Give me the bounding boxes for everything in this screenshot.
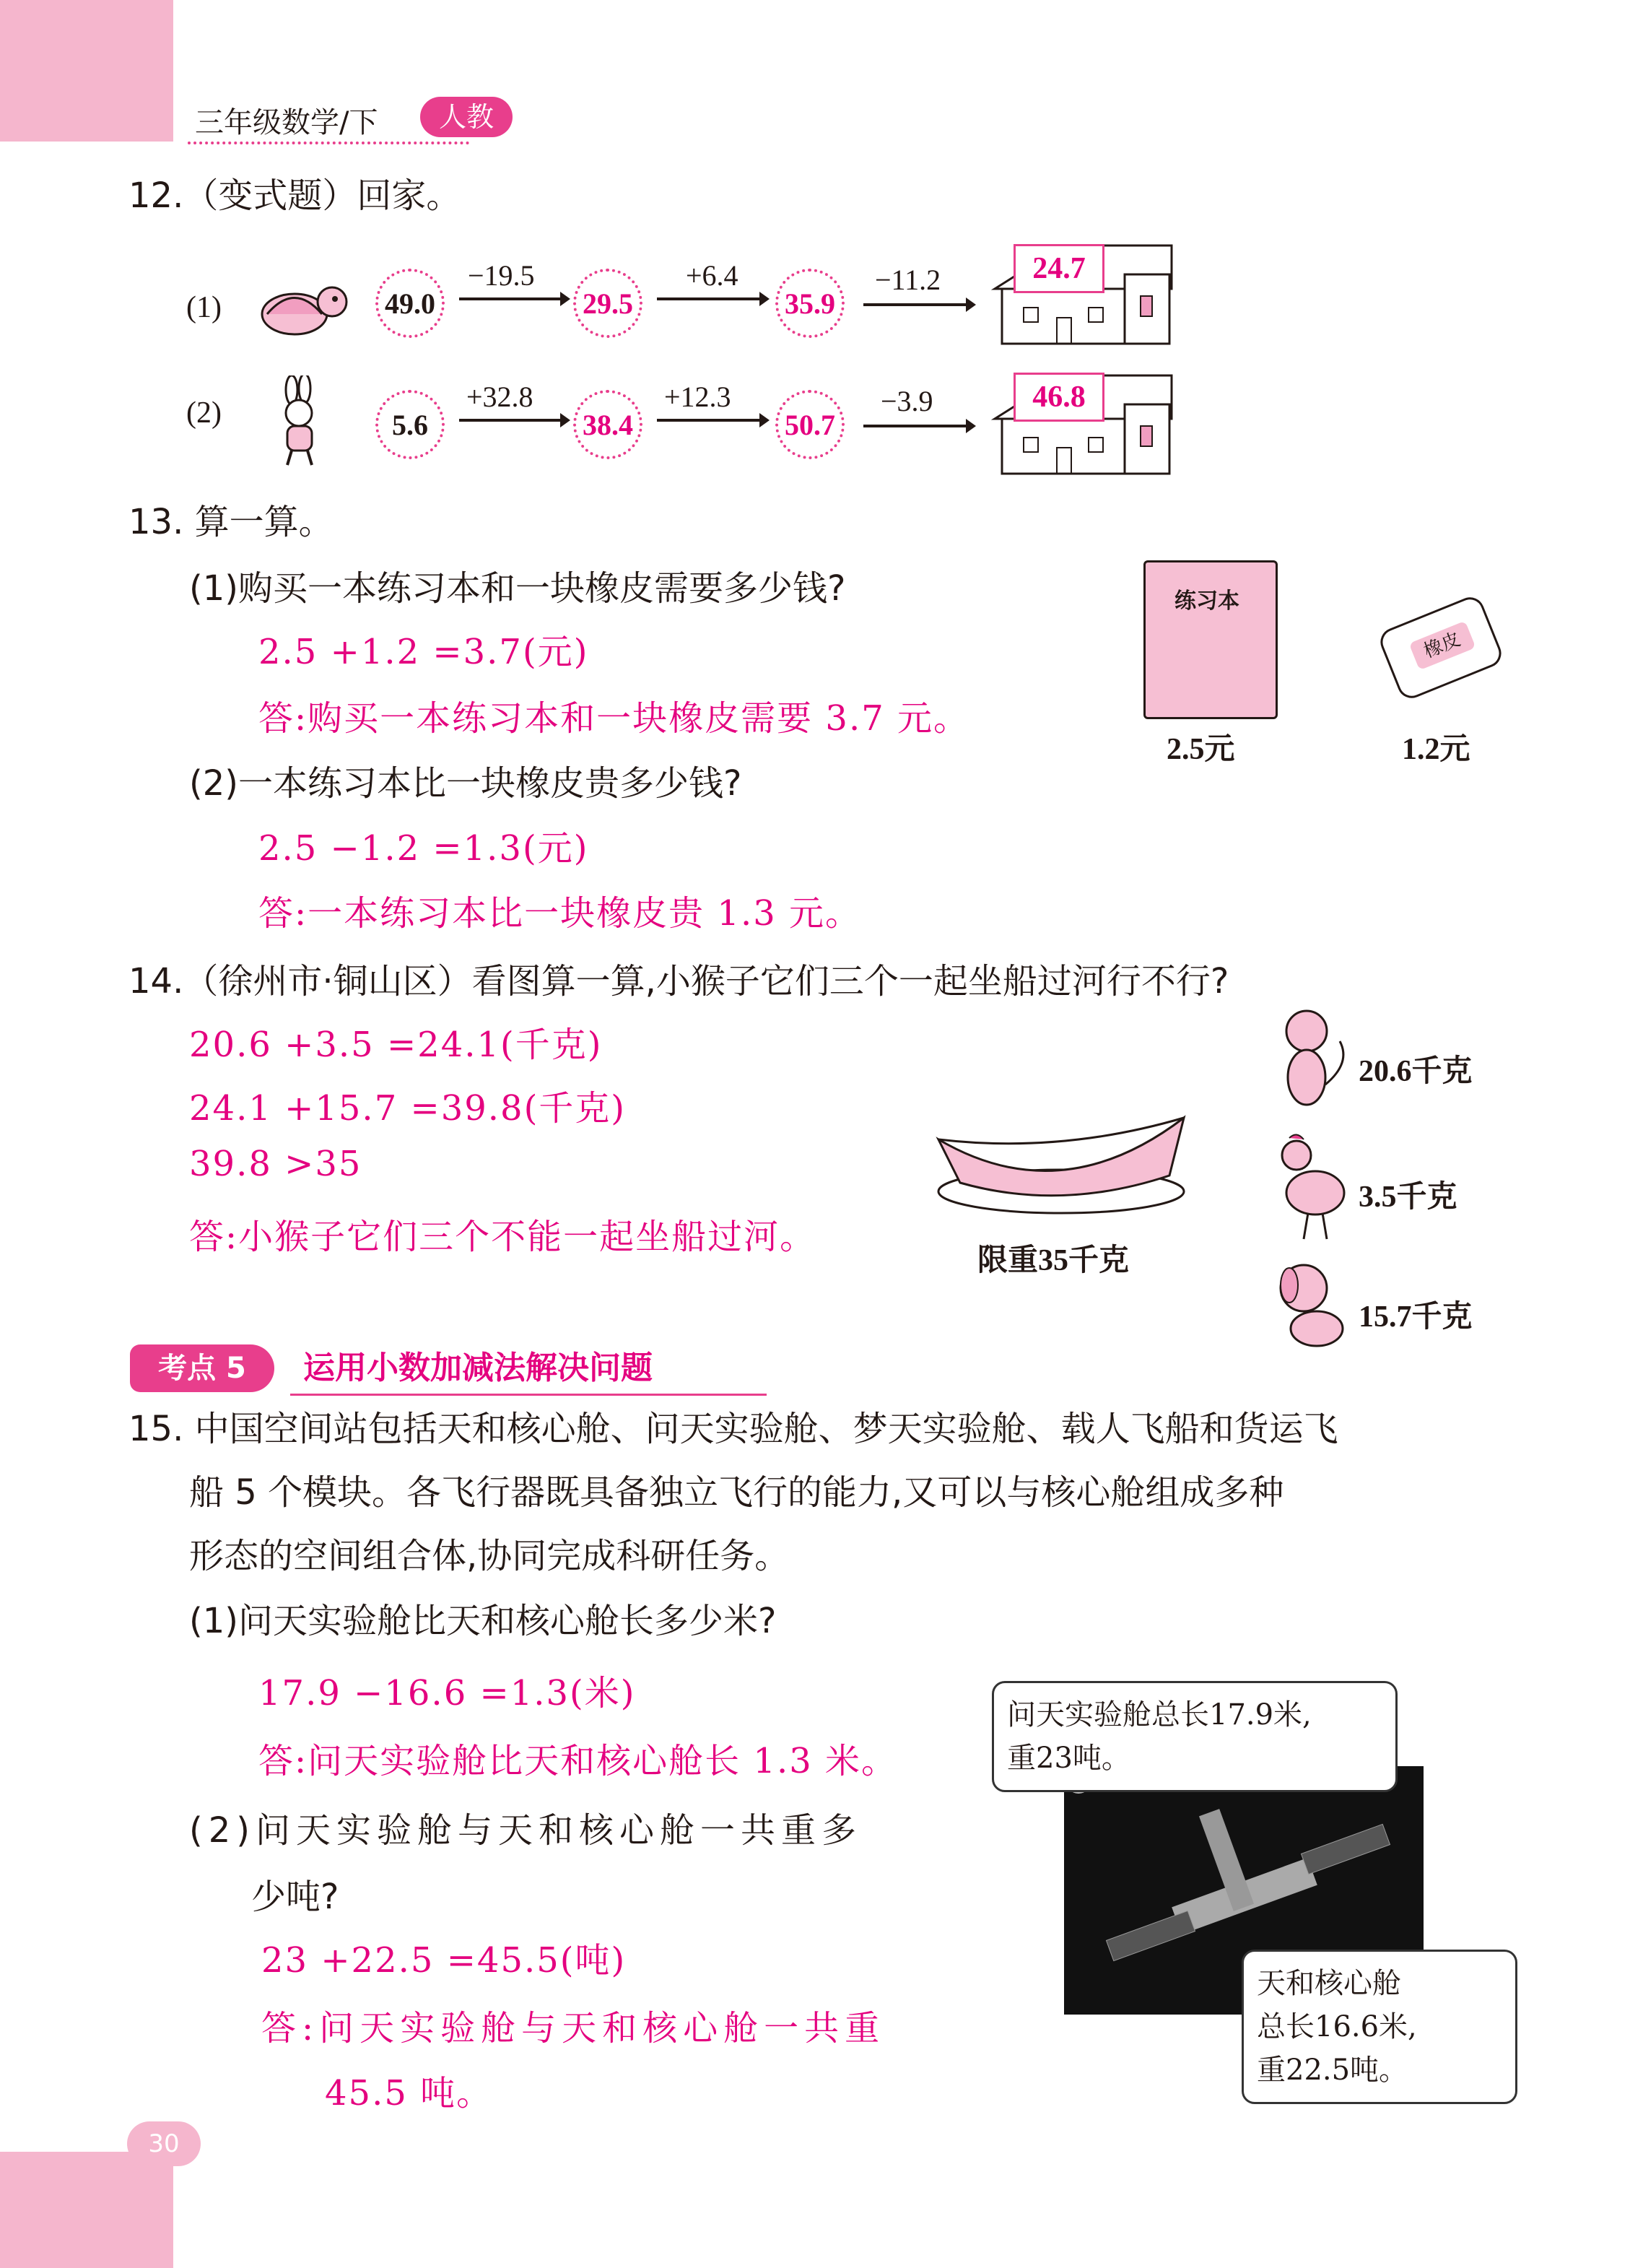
q12-p1-op1: −19.5 [468, 259, 535, 292]
q15-line2: 船 5 个模块。各飞行器既具备独立飞行的能力,又可以与核心舱组成多种 [189, 1472, 1284, 1513]
page-number: 30 [127, 2121, 201, 2166]
q14-calc3: 39.8 >35 [189, 1144, 362, 1184]
section-title: 运用小数加减法解决问题 [303, 1350, 653, 1386]
q12-p1-start: 49.0 [375, 269, 445, 338]
q13-sub2: (2)一本练习本比一块橡皮贵多少钱? [189, 763, 742, 804]
q12-part1-label: (1) [186, 291, 222, 324]
book-title: 三年级数学/下 [195, 106, 378, 139]
speech-bubble-tianhe [1242, 1950, 1517, 2104]
q12-p2-op3: −3.9 [881, 385, 933, 417]
q15-line1: 15. 中国空间站包括天和核心舱、问天实验舱、梦天实验舱、载人飞船和货运飞 [128, 1409, 1338, 1449]
rooster-icon [1268, 1131, 1354, 1246]
section-badge: 考点 5 [130, 1344, 274, 1392]
q12-p1-r2: 35.9 [775, 269, 845, 338]
q13-ans1: 答:购买一本练习本和一块橡皮需要 3.7 元。 [258, 698, 970, 739]
q12-p2-arrow2 [657, 419, 765, 422]
q14-calc1: 20.6 +3.5 =24.1(千克) [189, 1025, 603, 1065]
eraser-image [1376, 593, 1505, 703]
q12-p1-house-value: 24.7 [1014, 244, 1104, 293]
boat-icon [931, 1111, 1191, 1219]
q12-p2-house-value: 46.8 [1014, 373, 1104, 422]
q12-p2-r2: 50.7 [775, 390, 845, 459]
q12-p1-arrow1 [459, 297, 566, 300]
bubble-wentian-line2: 重23吨。 [1007, 1742, 1130, 1775]
turtle-icon [253, 274, 354, 339]
q12-p1-op2: +6.4 [686, 259, 738, 292]
q13-calc2: 2.5 −1.2 =1.3(元) [258, 828, 589, 869]
q14-ans: 答:小猴子它们三个不能一起坐船过河。 [189, 1217, 816, 1257]
q15-sub1: (1)问天实验舱比天和核心舱长多少米? [189, 1601, 777, 1641]
bubble-tianhe-line2: 总长16.6米, [1257, 2010, 1417, 2043]
q13-ans2: 答:一本练习本比一块橡皮贵 1.3 元。 [258, 893, 862, 934]
q15-line3: 形态的空间组合体,协同完成科研任务。 [189, 1536, 790, 1576]
q14-calc2: 24.1 +15.7 =39.8(千克) [189, 1088, 627, 1129]
q12-p2-arrow3 [863, 425, 972, 427]
bubble-tianhe-line1: 天和核心舱 [1257, 1967, 1401, 2000]
notebook-price: 2.5元 [1167, 733, 1235, 766]
q12-p2-r1: 38.4 [573, 390, 642, 459]
q13-stem: 13. 算一算。 [128, 502, 334, 542]
q12-p1-op3: −11.2 [875, 264, 941, 296]
dog-weight: 15.7千克 [1359, 1300, 1473, 1334]
q14-stem: 14.（徐州市·铜山区）看图算一算,小猴子它们三个一起坐船过河行不行? [128, 961, 1229, 1002]
q13-calc1: 2.5 +1.2 =3.7(元) [258, 632, 589, 672]
eraser-label: 橡皮 [1409, 621, 1476, 671]
q12-p2-op2: +12.3 [664, 381, 731, 413]
q15-ans2-line2: 45.5 吨。 [325, 2073, 493, 2113]
monkey-weight: 20.6千克 [1359, 1055, 1473, 1088]
q15-sub2-line1: (2)问天实验舱与天和核心舱一共重多 [189, 1810, 862, 1851]
notebook-label: 练习本 [1174, 588, 1239, 614]
q12-p1-r1: 29.5 [573, 269, 642, 338]
q12-p2-start: 5.6 [375, 390, 445, 459]
header-corner-tab [0, 0, 173, 142]
speech-bubble-wentian [992, 1681, 1398, 1792]
q15-calc2: 23 +22.5 =45.5(吨) [261, 1940, 627, 1981]
bubble-wentian-line1: 问天实验舱总长17.9米, [1007, 1698, 1312, 1732]
rooster-weight: 3.5千克 [1359, 1181, 1457, 1214]
notebook-image [1143, 560, 1278, 719]
q15-calc1: 17.9 −16.6 =1.3(米) [258, 1673, 636, 1713]
rabbit-icon [267, 375, 332, 469]
dog-icon [1268, 1256, 1354, 1350]
q12-p2-arrow1 [459, 419, 566, 422]
q12-stem: 12.（变式题）回家。 [128, 175, 461, 216]
q12-p2-op1: +32.8 [466, 381, 533, 413]
edition-badge: 人教 [420, 97, 513, 137]
q15-ans1: 答:问天实验舱比天和核心舱长 1.3 米。 [258, 1741, 898, 1781]
section-underline [290, 1394, 767, 1396]
q12-p1-arrow2 [657, 297, 765, 300]
header-divider [188, 142, 469, 144]
footer-corner-tab [0, 2152, 173, 2268]
boat-label: 限重35千克 [977, 1244, 1130, 1277]
q12-p1-arrow3 [863, 303, 972, 306]
eraser-price: 1.2元 [1402, 733, 1470, 766]
bubble-tianhe-line3: 重22.5吨。 [1257, 2054, 1408, 2087]
q13-sub1: (1)购买一本练习本和一块橡皮需要多少钱? [189, 568, 846, 609]
q15-ans2-line1: 答:问天实验舱与天和核心舱一共重 [261, 2008, 886, 2048]
monkey-icon [1268, 1005, 1354, 1121]
q15-sub2-line2: 少吨? [251, 1877, 339, 1917]
q12-part2-label: (2) [186, 396, 222, 430]
